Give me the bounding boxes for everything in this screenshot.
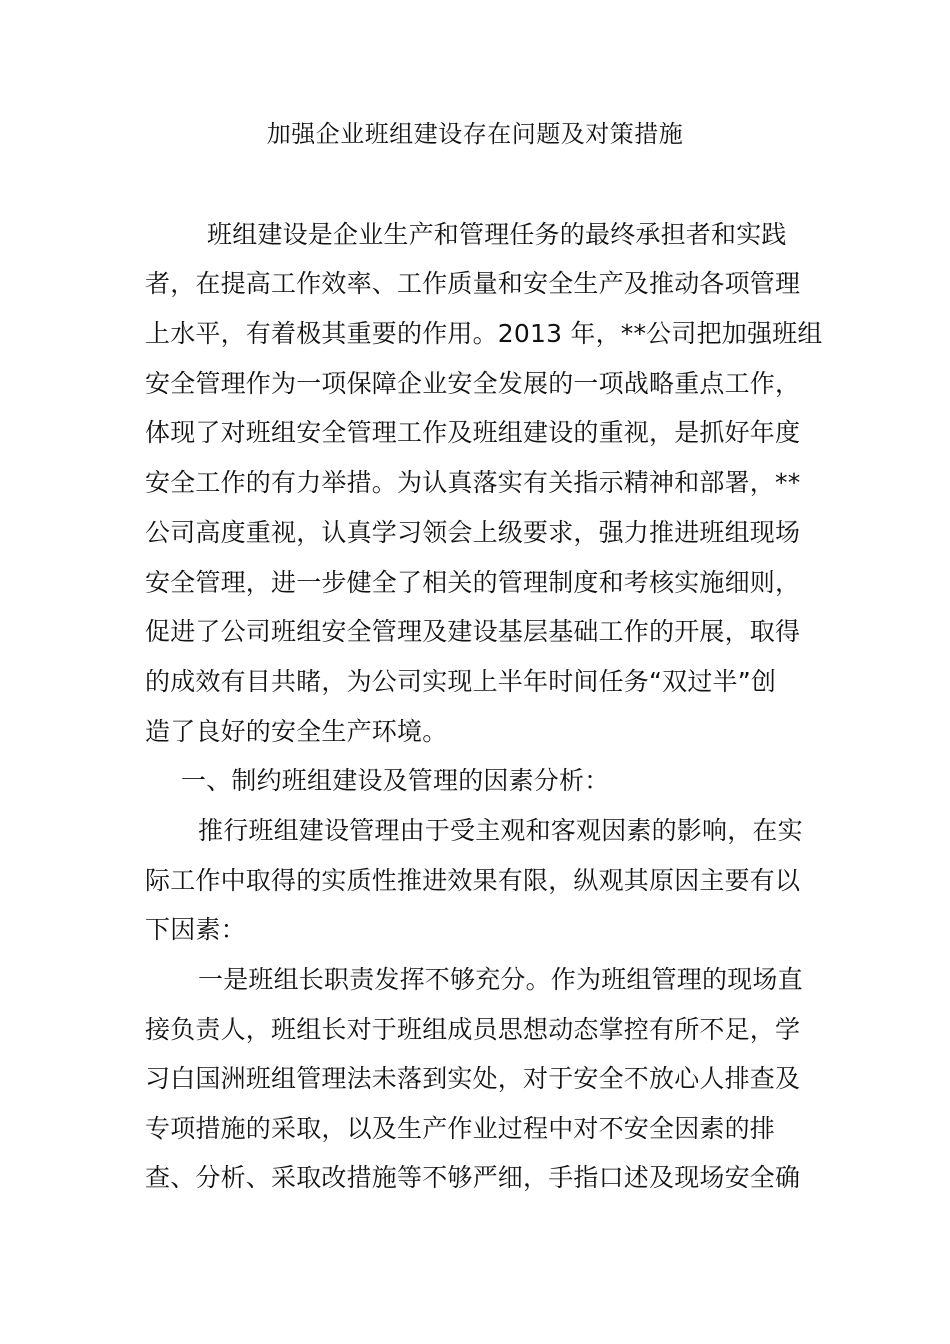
body-line: 安全管理，进一步健全了相关的管理制度和考核实施细则， — [145, 568, 801, 597]
body-line: 接负责人，班组长对于班组成员思想动态掌控有所不足，学 — [145, 1015, 801, 1044]
section-heading: 一、制约班组建设及管理的因素分析： — [181, 766, 610, 795]
body-line: 造了良好的安全生产环境。 — [145, 717, 448, 746]
document-title: 加强企业班组建设存在问题及对策措施 — [266, 120, 684, 148]
body-line: 公司高度重视，认真学习领会上级要求，强力推进班组现场 — [145, 518, 801, 547]
body-line: 一是班组长职责发挥不够充分。作为班组管理的现场直 — [198, 965, 803, 994]
body-line: 者，在提高工作效率、工作质量和安全生产及推动各项管理 — [145, 269, 801, 298]
body-line: 专项措施的采取，以及生产作业过程中对不安全因素的排 — [145, 1114, 776, 1143]
body-line: 推行班组建设管理由于受主观和客观因素的影响，在实 — [198, 816, 803, 845]
body-line: 的成效有目共睹，为公司实现上半年时间任务“双过半”创 — [145, 667, 777, 696]
body-line: 安全工作的有力举措。为认真落实有关指示精神和部署，** — [145, 468, 801, 497]
body-line: 上水平，有着极其重要的作用。2013 年，**公司把加强班组 — [145, 319, 823, 348]
body-line: 促进了公司班组安全管理及建设基层基础工作的开展，取得 — [145, 617, 801, 646]
body-line: 安全管理作为一项保障企业安全发展的一项战略重点工作， — [145, 369, 801, 398]
body-line: 班组建设是企业生产和管理任务的最终承担者和实践 — [207, 220, 787, 249]
body-line: 际工作中取得的实质性推进效果有限，纵观其原因主要有以 — [145, 866, 801, 895]
body-line: 下因素： — [145, 915, 246, 944]
body-line: 查、分析、采取改措施等不够严细，手指口述及现场安全确 — [145, 1163, 801, 1192]
body-line: 习白国洲班组管理法未落到实处，对于安全不放心人排查及 — [145, 1064, 801, 1093]
body-line: 体现了对班组安全管理工作及班组建设的重视，是抓好年度 — [145, 418, 801, 447]
